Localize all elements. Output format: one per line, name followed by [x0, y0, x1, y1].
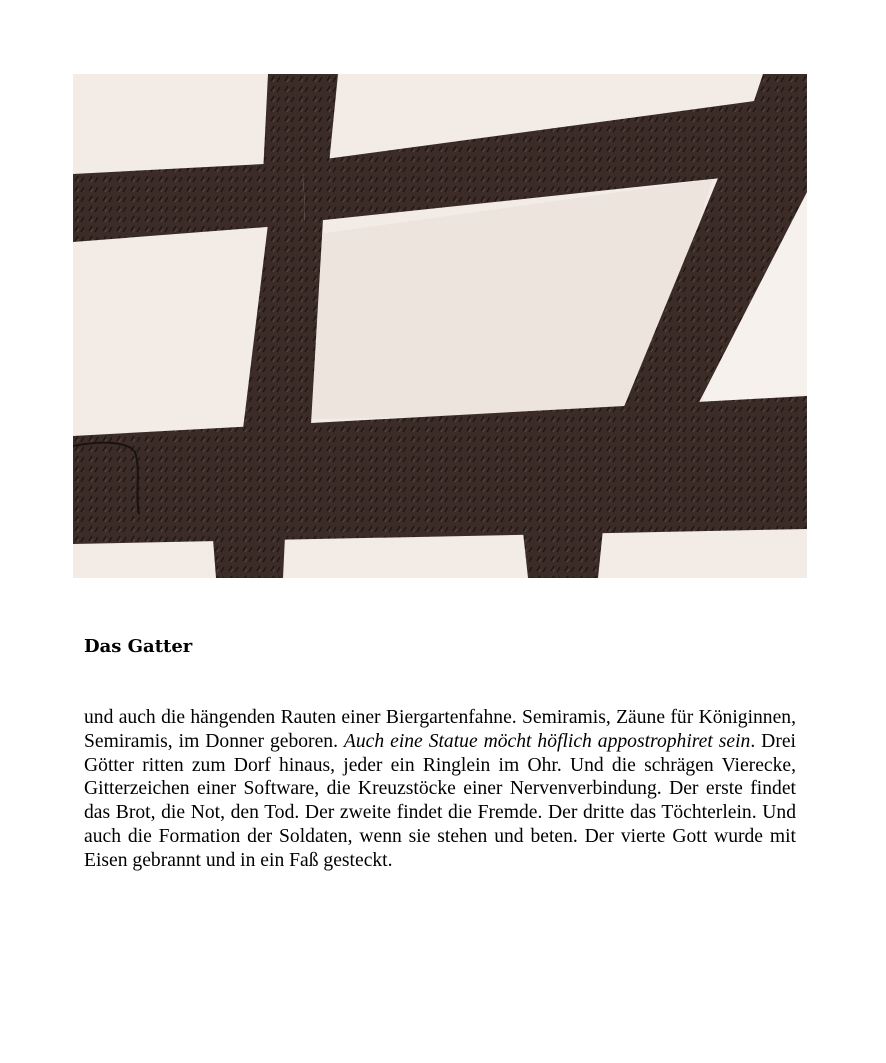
half-timbered-wall-photo: [73, 74, 807, 578]
poem-text-part2: . Drei Götter ritten zum Dorf hinaus, jeder ein Ringlein im Ohr. Und die schrägen Vierecke, Gitterzeichen einer Software, die Kreuzstöcke einer Nervenverbindung. Der erste findet das Brot, die Not, den Tod. Der zweite findet die Fremde. Der dritte das Töchterlein. Und auch die Formation der Soldaten, wenn sie stehen und beten. Der vierte Gott wurde mit Eisen gebrannt und in ein Faß gesteckt.: [84, 730, 796, 871]
poem-text-part1: und auch die hängenden Rauten einer Biergartenfahne. Semiramis, Zäune für Königinnen, Semiramis, im Donner geboren.: [84, 707, 796, 752]
timber-post-bottom-left: [213, 536, 285, 578]
poem-title: Das Gatter: [84, 636, 193, 657]
plaster-bottom: [73, 544, 807, 578]
poem-text-italic: Auch eine Statue möcht höflich appostrophiret sein: [343, 730, 751, 752]
poem-body: [84, 706, 796, 873]
timber-post-bottom-right: [523, 529, 603, 578]
